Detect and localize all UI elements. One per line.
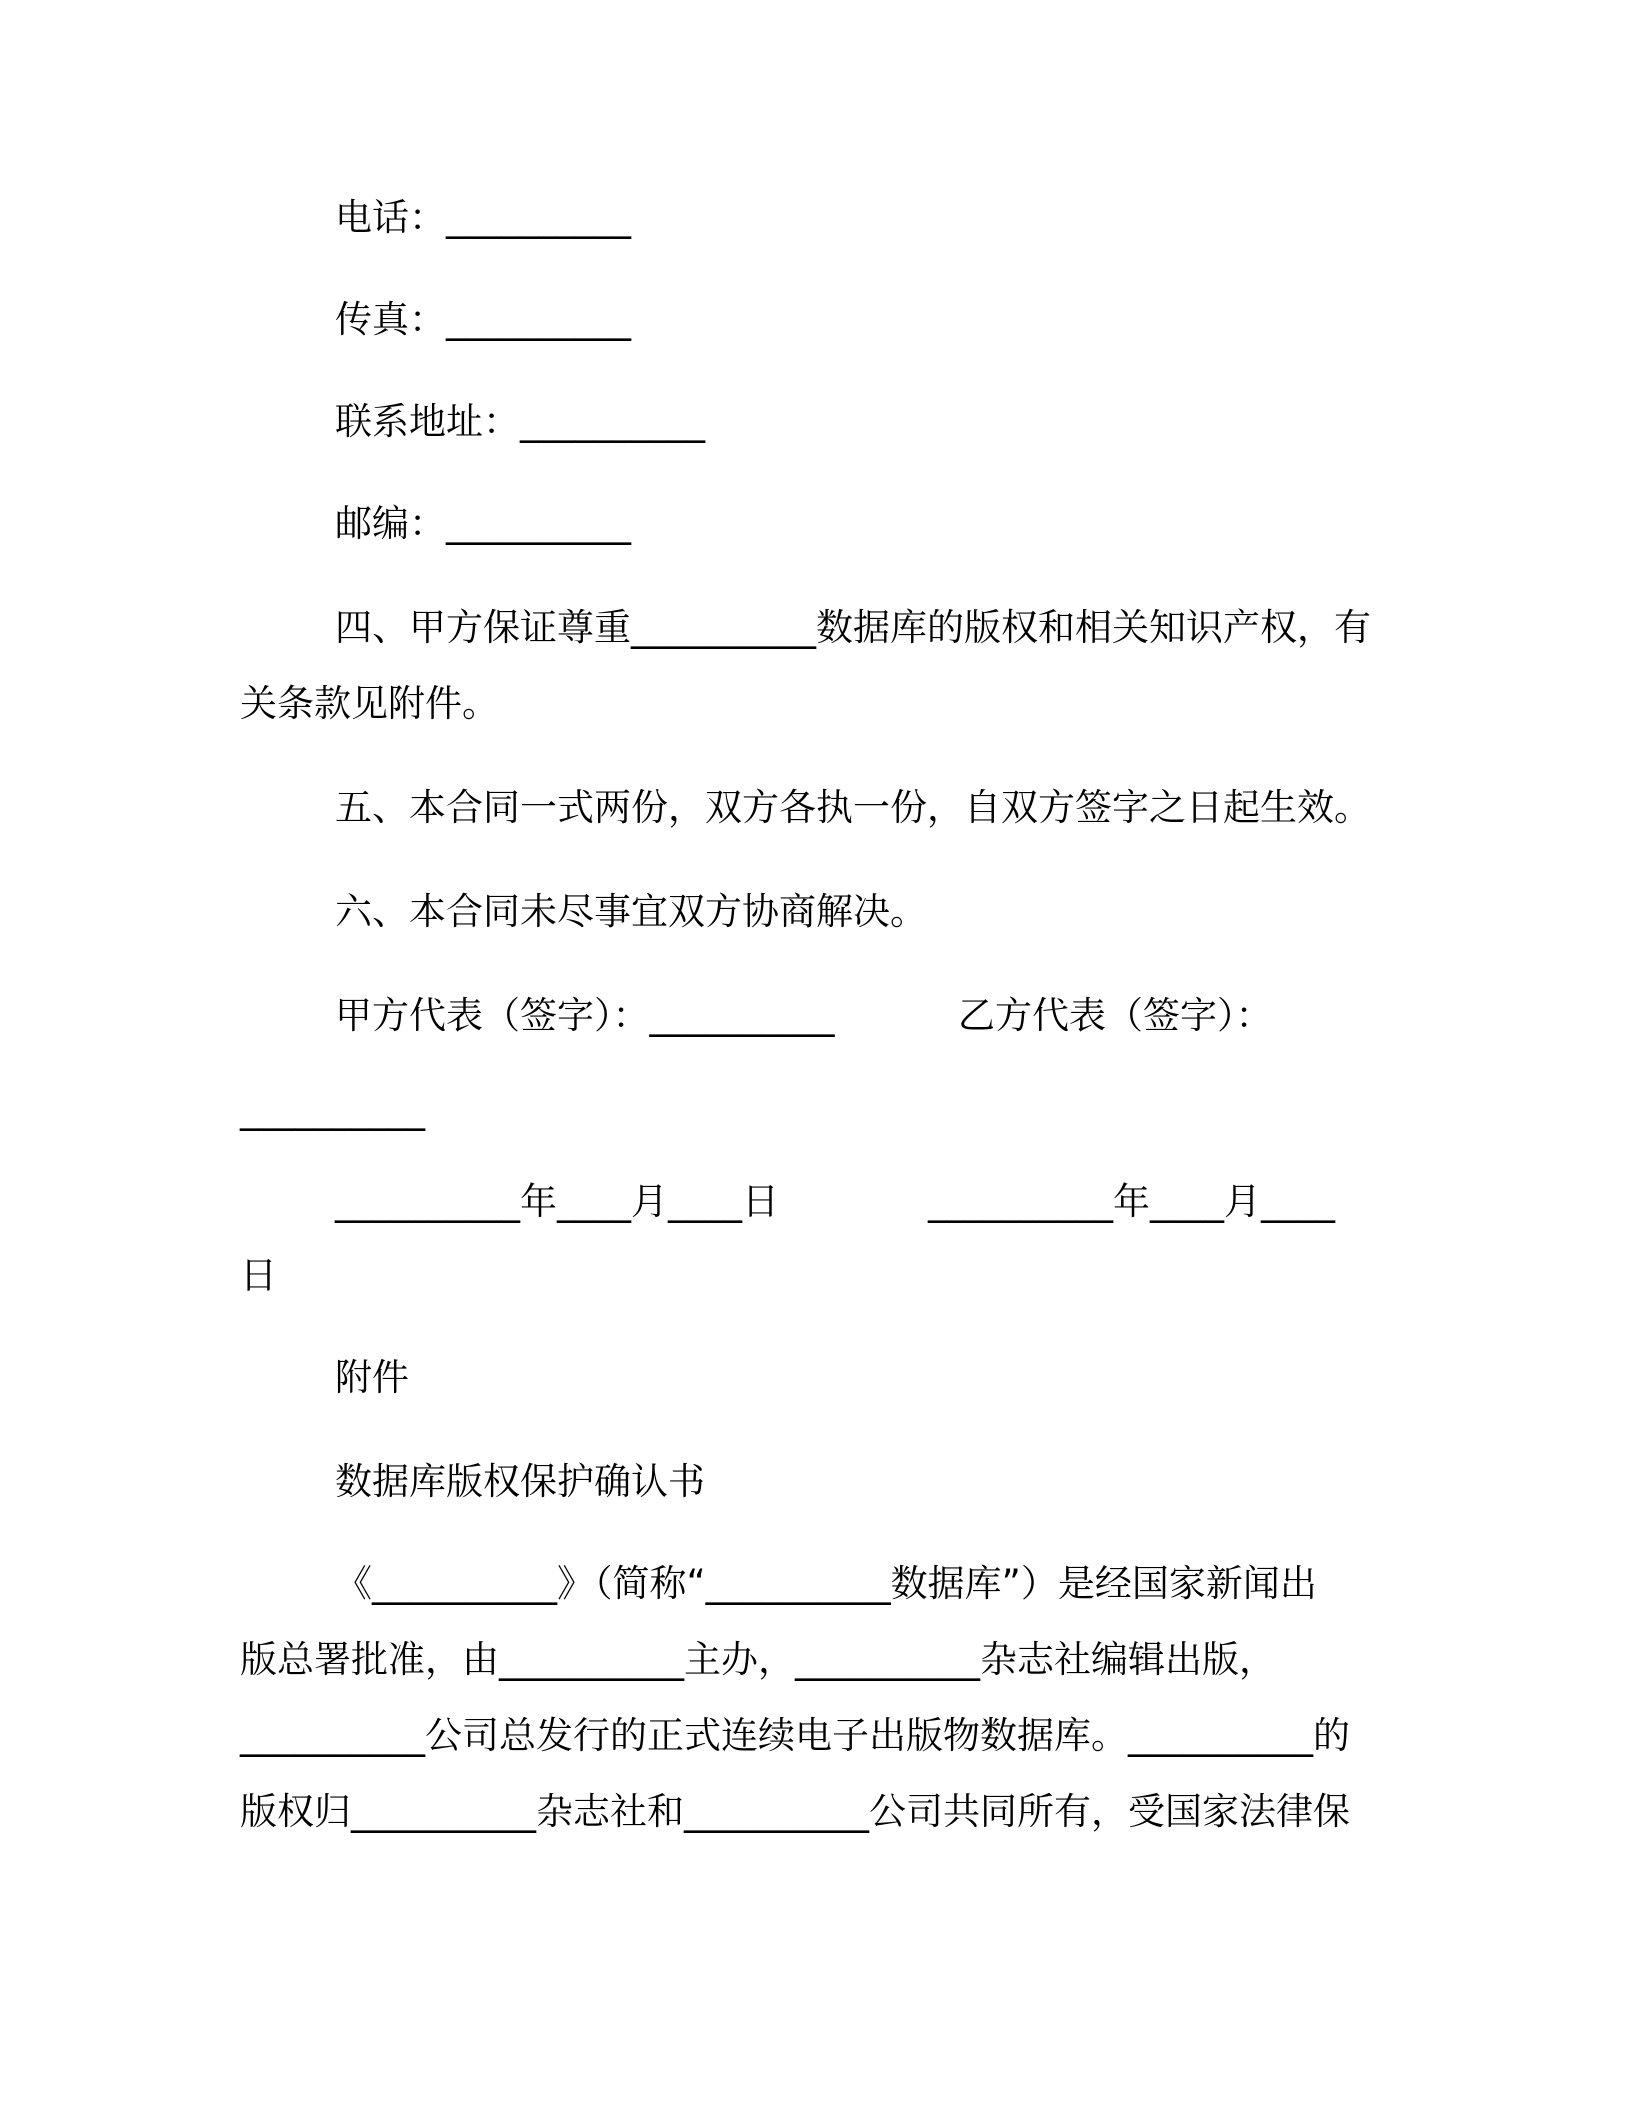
party-b-signature-blank: __________ bbox=[240, 1088, 425, 1131]
address-field: 联系地址：__________ bbox=[335, 400, 705, 443]
party-b-date-day: 日 bbox=[240, 1254, 277, 1297]
appendix-body-line3: __________公司总发行的正式连续电子出版物数据库。__________的 bbox=[240, 1714, 1350, 1757]
appendix-label: 附件 bbox=[335, 1356, 409, 1399]
party-b-date: __________年____月____ bbox=[928, 1180, 1335, 1223]
appendix-body-line1: 《__________》（简称“__________数据库”）是经国家新闻出 bbox=[335, 1562, 1317, 1605]
appendix-body-line2: 版总署批准，由__________主办，__________杂志社编辑出版， bbox=[240, 1638, 1276, 1681]
party-a-signature: 甲方代表（签字）：__________ bbox=[335, 994, 835, 1037]
clause-four-line1: 四、甲方保证尊重__________数据库的版权和相关知识产权，有 bbox=[335, 606, 1371, 649]
clause-five: 五、本合同一式两份，双方各执一份，自双方签字之日起生效。 bbox=[335, 786, 1371, 829]
fax-field: 传真：__________ bbox=[335, 298, 631, 341]
clause-four-line2: 关条款见附件。 bbox=[240, 682, 499, 725]
appendix-title: 数据库版权保护确认书 bbox=[335, 1460, 705, 1503]
postcode-field: 邮编：__________ bbox=[335, 502, 631, 545]
clause-six: 六、本合同未尽事宜双方协商解决。 bbox=[335, 890, 927, 933]
phone-field: 电话：__________ bbox=[335, 196, 631, 239]
appendix-body-line4: 版权归__________杂志社和__________公司共同所有，受国家法律保 bbox=[240, 1790, 1350, 1833]
party-b-signature: 乙方代表（签字）： bbox=[958, 994, 1273, 1037]
party-a-date: __________年____月____日 bbox=[335, 1180, 779, 1223]
